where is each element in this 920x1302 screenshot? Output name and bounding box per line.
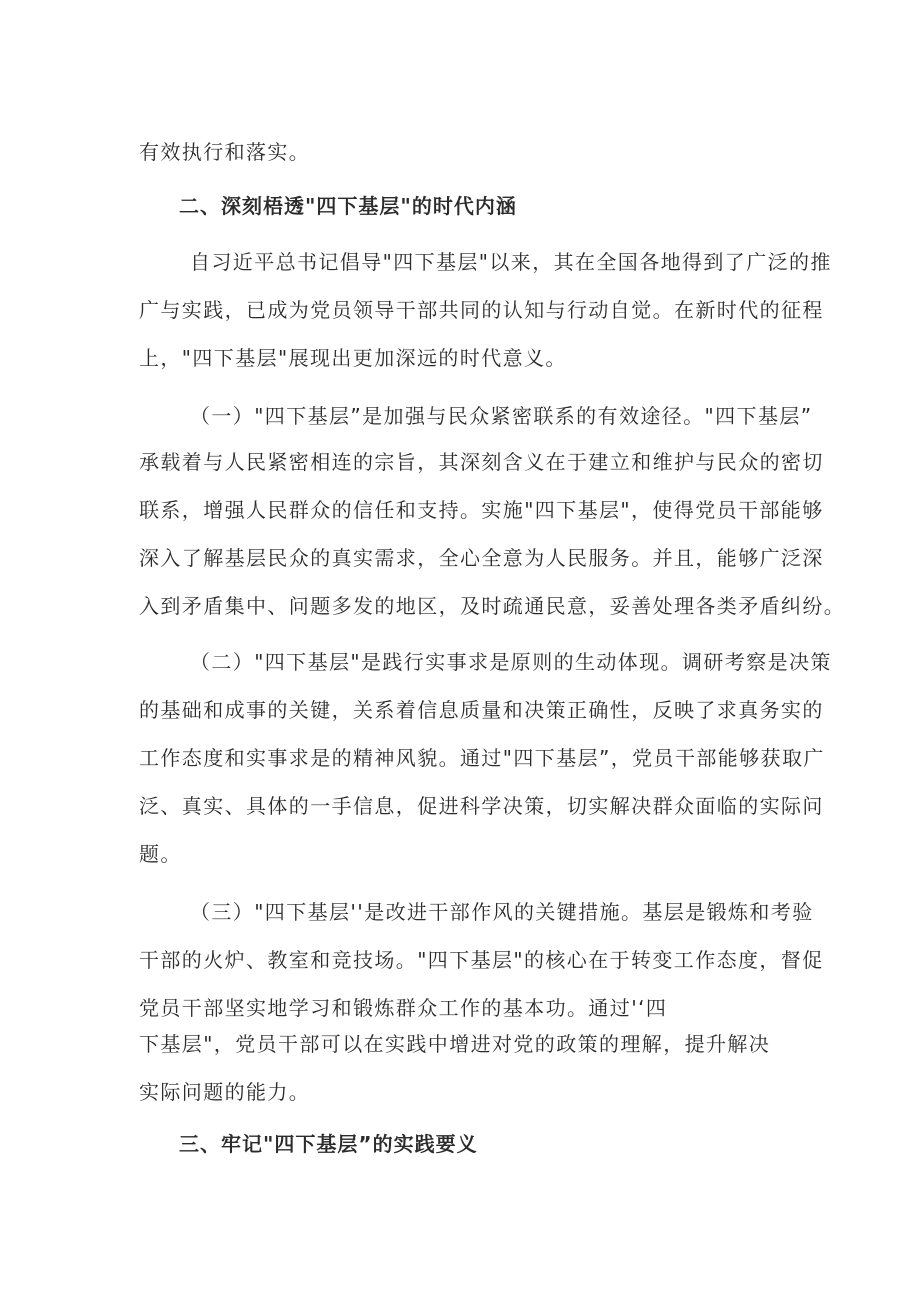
paragraph-line: （二）"四下基层"是践行实事求是原则的生动体现。调研考察是决策 xyxy=(190,650,832,674)
paragraph-line: 泛、真实、具体的一手信息，促进科学决策，切实解决群众面临的实际问 xyxy=(139,794,824,818)
paragraph-line: 联系，增强人民群众的信任和支持。实施"四下基层"，使得党员干部能够 xyxy=(139,498,824,522)
paragraph-line: 题。 xyxy=(139,842,182,866)
paragraph-line: 自习近平总书记倡导"四下基层"以来，其在全国各地得到了广泛的推 xyxy=(190,250,832,274)
paragraph-line: 下基层"，党员干部可以在实践中增进对党的政策的理解，提升解决 xyxy=(139,1032,771,1056)
paragraph-line: 党员干部坚实地学习和锻炼群众工作的基本功。通过'‘四 xyxy=(139,996,668,1020)
paragraph-line: 承载着与人民紧密相连的宗旨，其深刻含义在于建立和维护与民众的密切 xyxy=(139,450,824,474)
paragraph-line: （三）"四下基层''是改进干部作风的关键措施。基层是锻炼和考验 xyxy=(190,900,814,924)
paragraph-line: 实际问题的能力。 xyxy=(139,1080,311,1104)
paragraph-line: 深入了解基层民众的真实需求，全心全意为人民服务。并且，能够广泛深 xyxy=(139,546,824,570)
section-heading-2: 二、深刻梧透"四下基层"的时代内涵 xyxy=(179,194,517,218)
paragraph-line: 上，"四下基层"展现出更加深远的时代意义。 xyxy=(139,346,567,370)
paragraph-line: 入到矛盾集中、问题多发的地区，及时疏通民意，妥善处理各类矛盾纠纷。 xyxy=(139,594,846,618)
paragraph-line: 干部的火炉、教室和竞技场。"四下基层"的核心在于转变工作态度，督促 xyxy=(139,948,824,972)
section-heading-3: 三、牢记"四下基层”的实践要义 xyxy=(179,1132,478,1156)
paragraph-line: 工作态度和实事求是的精神风貌。通过"四下基层”，党员干部能够获取广 xyxy=(139,746,825,770)
paragraph-line: （一）"四下基层”是加强与民众紧密联系的有效途径。"四下基层” xyxy=(190,404,813,428)
paragraph-line: 广与实践，已成为党员领导干部共同的认知与行动自觉。在新时代的征程 xyxy=(139,298,824,322)
paragraph-continuation: 有效执行和落实。 xyxy=(139,140,311,164)
paragraph-line: 的基础和成事的关键，关系着信息质量和决策正确性，反映了求真务实的 xyxy=(139,698,824,722)
